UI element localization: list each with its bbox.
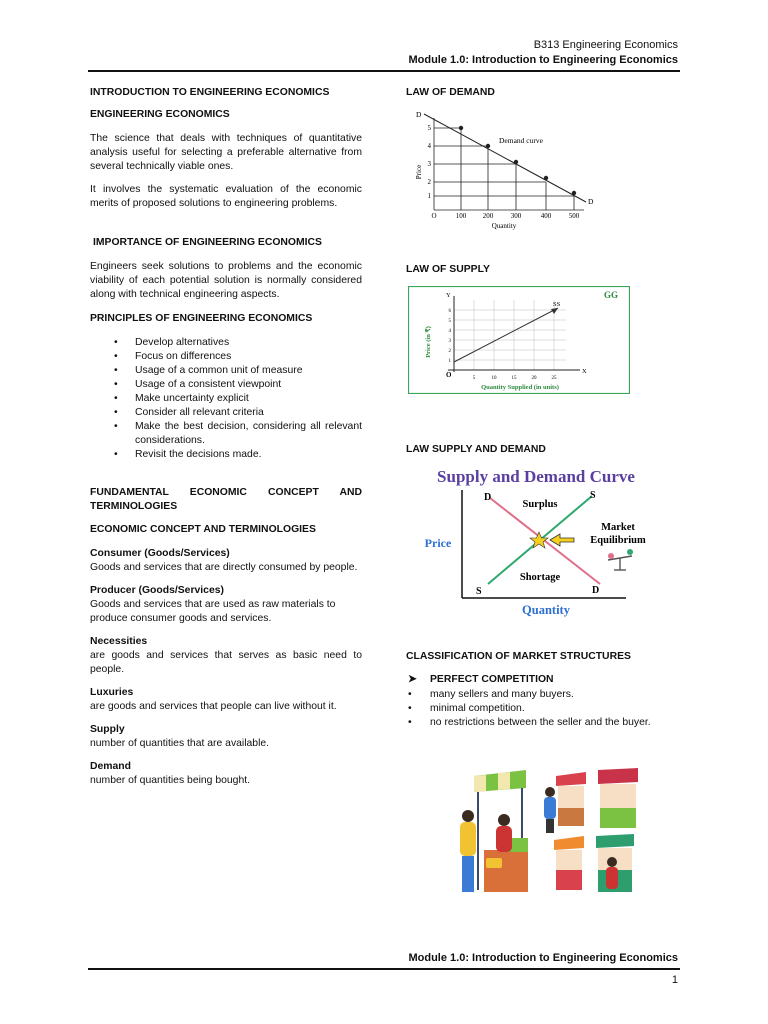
term-definition: number of quantities being bought.	[90, 775, 251, 786]
supply-x-label: Quantity Supplied (in units)	[481, 384, 559, 391]
demand-point	[544, 176, 548, 180]
arrow-left-icon	[550, 534, 574, 546]
person-image	[544, 787, 556, 833]
market-stalls-illustration	[446, 758, 650, 904]
supply-y-tick: 4	[448, 329, 451, 334]
term-block	[90, 547, 362, 575]
concept-heading: ECONOMIC CONCEPT AND TERMINOLOGIES	[90, 524, 316, 535]
list-item: • no restrictions between the seller and the buyer.	[406, 716, 678, 730]
person-image	[496, 814, 512, 852]
list-item: • Usage of a consistent viewpoint	[90, 378, 362, 392]
list-item: • Usage of a common unit of measure	[90, 364, 362, 378]
term-title: Consumer (Goods/Services)	[90, 548, 230, 559]
term-title: Luxuries	[90, 687, 134, 698]
term-title: Producer (Goods/Services)	[90, 585, 224, 596]
supply-y-label: Price (in ₹)	[425, 326, 432, 358]
law-supply-demand-heading: LAW SUPPLY AND DEMAND	[406, 444, 546, 455]
sd-title: Supply and Demand Curve	[437, 467, 635, 486]
perfect-competition-block	[406, 673, 678, 730]
module-title: Module 1.0: Introduction to Engineering Economics	[408, 54, 678, 66]
term-block	[90, 584, 362, 626]
demand-figure	[406, 106, 600, 234]
list-item: • Develop alternatives	[90, 336, 362, 350]
sd-price-label: Price	[424, 536, 452, 550]
supply-y-tick: 1	[448, 359, 451, 364]
arrow-right-icon: ➤	[408, 674, 417, 685]
page-number: 1	[671, 974, 678, 986]
principles-heading: PRINCIPLES OF ENGINEERING ECONOMICS	[90, 313, 313, 324]
supply-x-tick: 20	[531, 376, 537, 381]
importance-paragraph: Engineers seek solutions to problems and the economic viability of each potential solution is normally considered along with technical engineering aspects.	[90, 261, 362, 300]
list-item: • Make uncertainty explicit	[90, 392, 362, 406]
term-block	[90, 723, 362, 751]
term-title: Demand	[90, 761, 131, 772]
term-block	[90, 635, 362, 677]
ee-heading: ENGINEERING ECONOMICS	[90, 109, 230, 120]
supply-figure	[408, 286, 630, 394]
demand-curve-label: Demand curve	[499, 136, 543, 145]
demand-point	[514, 160, 518, 164]
demand-x-tick: 100	[455, 212, 467, 220]
demand-point	[572, 191, 576, 195]
header-rule	[88, 70, 680, 72]
supply-y-tick: 3	[448, 339, 451, 344]
supply-demand-figure	[404, 460, 670, 620]
term-definition: number of quantities that are available.	[90, 738, 270, 749]
supply-x-tick: 15	[511, 376, 517, 381]
supply-x-tick: 5	[472, 376, 476, 381]
ee-paragraph-2: It involves the systematic evaluation of the economic merits of proposed solutions to engineering problems.	[90, 184, 362, 209]
demand-y-tick: 3	[427, 160, 431, 168]
footer-module-title: Module 1.0: Introduction to Engineering Economics	[408, 952, 678, 964]
supply-x-tick: 25	[551, 376, 557, 381]
demand-x-tick: 400	[540, 212, 552, 220]
supply-y-tick: 6	[448, 309, 451, 314]
demand-x-tick: O	[431, 212, 437, 220]
term-definition: Goods and services that are directly consumed by people.	[90, 562, 358, 573]
perfect-competition-label: PERFECT COMPETITION	[430, 674, 554, 685]
list-item: • Revisit the decisions made.	[90, 448, 362, 462]
list-item: • minimal competition.	[406, 702, 678, 716]
sd-equilibrium-line2: Equilibrium	[590, 535, 646, 546]
demand-y-tick: 2	[427, 178, 431, 186]
supply-y-tick: 5	[448, 319, 451, 324]
supply-y-tick: 2	[448, 349, 451, 354]
principles-list	[90, 336, 362, 462]
market-stall-image	[554, 836, 584, 890]
market-stall-image	[598, 768, 638, 828]
sd-s-top: S	[590, 490, 596, 501]
demand-y-tick: 5	[427, 124, 431, 132]
supply-x-letter: X	[582, 368, 587, 375]
supply-origin: O	[446, 371, 452, 379]
term-title: Necessities	[90, 636, 148, 647]
perfect-competition-list	[406, 688, 678, 730]
demand-point	[486, 144, 490, 148]
demand-d-top: D	[416, 110, 422, 119]
intro-heading: INTRODUCTION TO ENGINEERING ECONOMICS	[90, 87, 330, 98]
sd-surplus-label: Surplus	[522, 499, 558, 510]
term-block	[90, 686, 362, 714]
footer-rule	[88, 968, 680, 970]
term-definition: are goods and services that serves as basic need to people.	[90, 650, 362, 675]
scale-icon	[608, 549, 633, 570]
law-of-demand-heading: LAW OF DEMAND	[406, 87, 495, 98]
sd-quantity-label: Quantity	[522, 603, 570, 617]
demand-x-label: Quantity	[491, 222, 517, 230]
left-column	[90, 86, 362, 788]
list-item: • Consider all relevant criteria	[90, 406, 362, 420]
perfect-competition-heading	[406, 673, 678, 687]
list-item: • Make the best decision, considering all relevant considerations.	[90, 420, 362, 448]
list-item: • Focus on differences	[90, 350, 362, 364]
term-definition: are goods and services that people can live without it.	[90, 701, 337, 712]
sd-equilibrium-line1: Market	[601, 522, 635, 533]
term-definition: Goods and services that are used as raw materials to produce consumer goods and services.	[90, 599, 336, 624]
supply-x-tick: 10	[491, 376, 497, 381]
gfg-logo: GG	[604, 290, 619, 300]
supply-ss-label: SS	[553, 301, 561, 308]
market-stall-image	[556, 772, 586, 826]
sd-d-top: D	[484, 492, 492, 503]
sd-d-bottom: D	[592, 585, 600, 596]
law-of-supply-heading: LAW OF SUPPLY	[406, 264, 490, 275]
term-title: Supply	[90, 724, 125, 735]
demand-point	[459, 126, 463, 130]
demand-y-label: Price	[415, 164, 423, 180]
sd-s-bottom: S	[476, 586, 482, 597]
list-item: • many sellers and many buyers.	[406, 688, 678, 702]
demand-y-tick: 4	[427, 142, 431, 150]
supply-y-letter: Y	[446, 292, 451, 299]
demand-x-tick: 300	[510, 212, 522, 220]
market-structures-heading: CLASSIFICATION OF MARKET STRUCTURES	[406, 651, 631, 662]
demand-d-bottom: D	[588, 197, 594, 206]
ee-paragraph-1: The science that deals with techniques of quantitative analysis useful for selecting a preferable alternative from several technically viable ones.	[90, 133, 362, 172]
person-image	[606, 857, 618, 889]
sd-shortage-label: Shortage	[519, 572, 561, 583]
demand-x-tick: 200	[482, 212, 494, 220]
person-image	[460, 810, 476, 892]
demand-y-tick: 1	[427, 192, 431, 200]
course-title: B313 Engineering Economics	[533, 39, 678, 51]
term-block	[90, 760, 362, 788]
demand-x-tick: 500	[568, 212, 580, 220]
importance-heading: IMPORTANCE OF ENGINEERING ECONOMICS	[93, 237, 322, 248]
fundamental-heading: FUNDAMENTAL ECONOMIC CONCEPT AND TERMINOLOGIES	[90, 487, 362, 512]
